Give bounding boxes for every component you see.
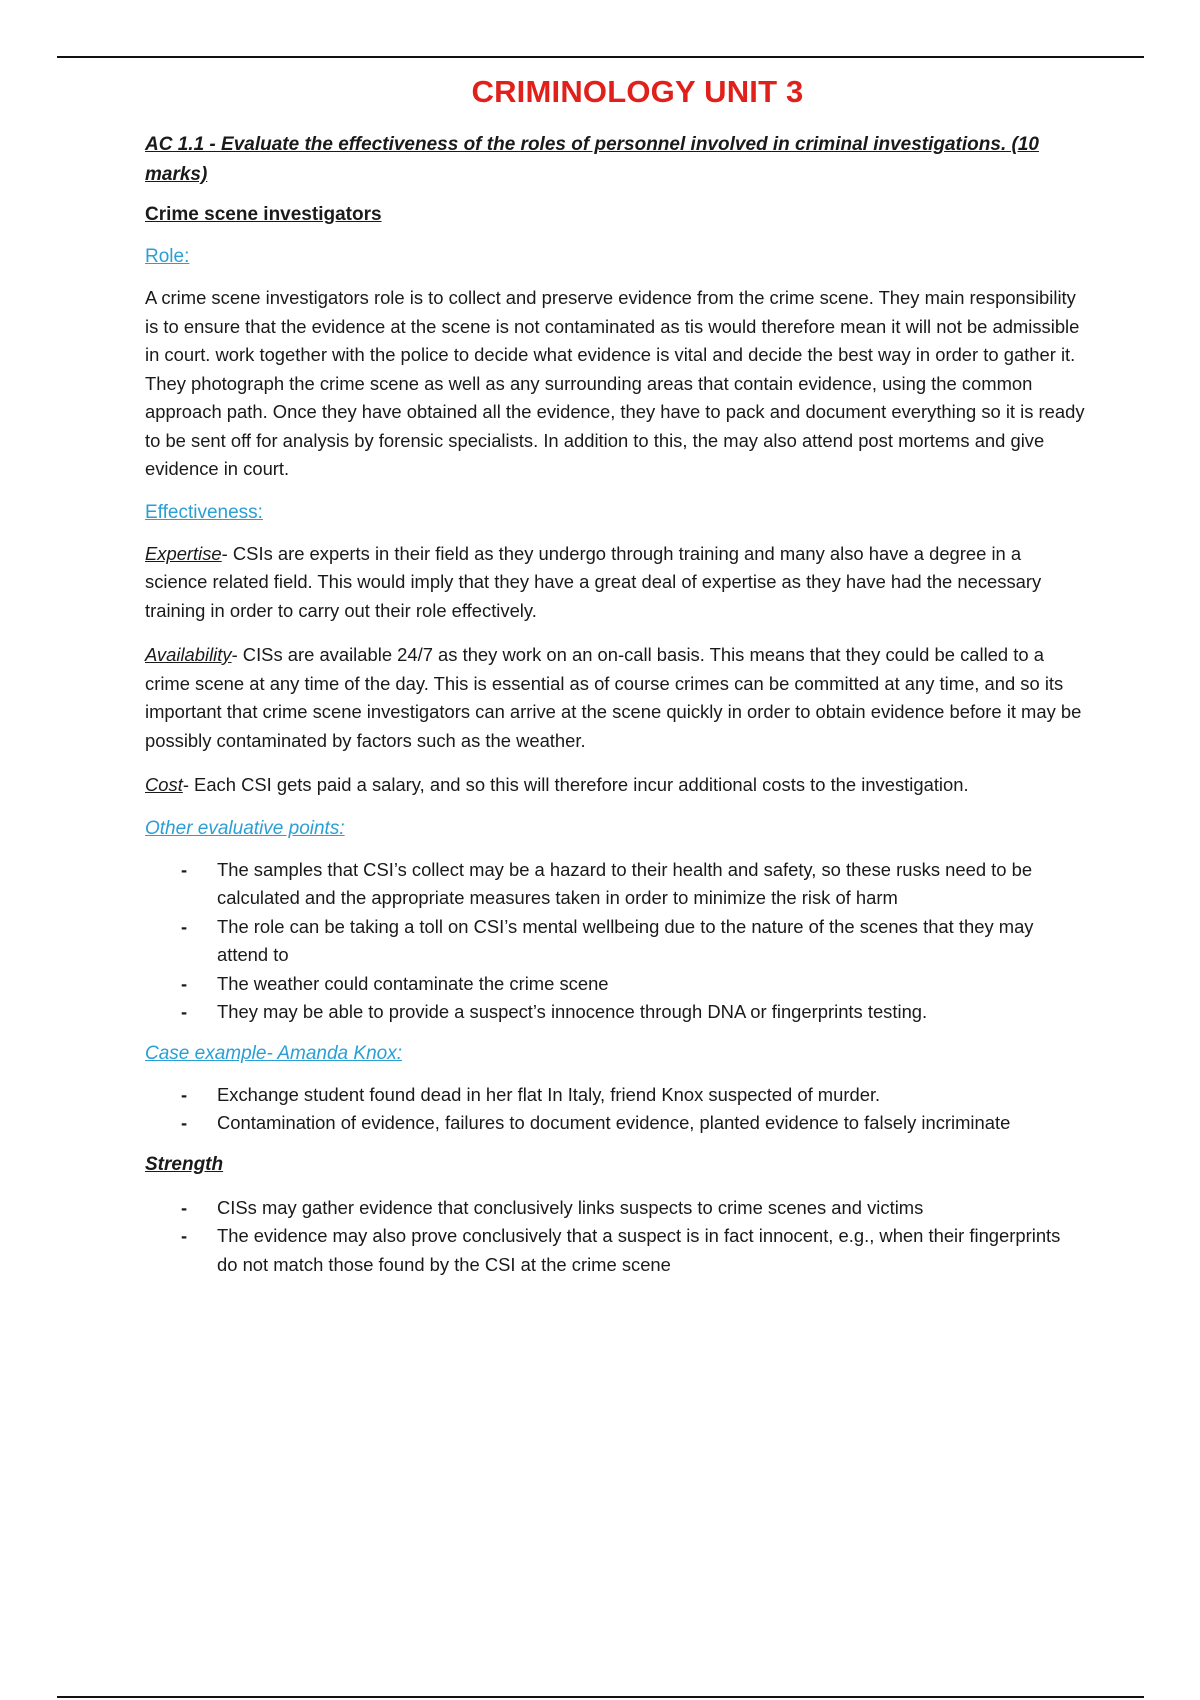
list-item-text: The weather could contaminate the crime scene bbox=[217, 972, 609, 994]
bullet-dash: - bbox=[181, 858, 188, 880]
list-item-text: The evidence may also prove conclusively that a suspect is in fact innocent, e.g., when their fingerprints do not match those found by the CSI at the crime scene bbox=[217, 1225, 1061, 1275]
list-item bbox=[145, 998, 1085, 1027]
list-item bbox=[145, 1081, 1085, 1110]
list-item-text: They may be able to provide a suspect’s innocence through DNA or fingerprints testing. bbox=[217, 1001, 928, 1022]
bullet-dash: - bbox=[181, 1196, 188, 1218]
strength-heading: Strength bbox=[145, 1153, 224, 1175]
role-heading: Role: bbox=[145, 246, 190, 267]
case-example-list bbox=[145, 1081, 1085, 1138]
list-item bbox=[145, 970, 1085, 999]
other-points-list bbox=[145, 856, 1085, 1027]
case-example-heading: Case example- Amanda Knox: bbox=[145, 1042, 402, 1064]
strength-list bbox=[145, 1194, 1085, 1280]
point-lead: Expertise bbox=[145, 542, 222, 564]
list-item bbox=[145, 1194, 1085, 1223]
point-text: - Each CSI gets paid a salary, and so this will therefore incur additional costs to the investigation. bbox=[182, 774, 969, 795]
bullet-dash: - bbox=[181, 1083, 188, 1105]
effectiveness-heading: Effectiveness: bbox=[145, 501, 263, 523]
top-rule bbox=[57, 56, 1144, 58]
list-item bbox=[145, 1109, 1085, 1138]
effectiveness-point bbox=[145, 771, 1085, 800]
effectiveness-point bbox=[145, 641, 1085, 755]
bullet-dash: - bbox=[181, 972, 188, 994]
other-points-heading: Other evaluative points: bbox=[145, 817, 345, 839]
list-item-text: Contamination of evidence, failures to document evidence, planted evidence to falsely incriminate bbox=[217, 1112, 1011, 1133]
list-item-text: The samples that CSI’s collect may be a hazard to their health and safety, so these rusks need to be calculated and the appropriate measures taken in order to minimize the risk of harm bbox=[217, 858, 1033, 908]
bottom-rule bbox=[57, 1696, 1144, 1698]
point-text: - CSIs are experts in their field as they undergo through training and many also have a degree in a science related field. This would imply that they have a great deal of expertise as they have had the necessary training in order to carry out their role effectively. bbox=[145, 542, 1042, 621]
list-item bbox=[145, 856, 1085, 913]
document-body bbox=[145, 74, 1085, 1293]
list-item bbox=[145, 1222, 1085, 1279]
page-title: CRIMINOLOGY UNIT 3 bbox=[471, 74, 804, 109]
bullet-dash: - bbox=[181, 1225, 188, 1246]
point-lead: Cost bbox=[145, 774, 183, 795]
list-item bbox=[145, 913, 1085, 970]
bullet-dash: - bbox=[181, 915, 188, 937]
point-text: - CISs are available 24/7 as they work on an on-call basis. This means that they could be called to a crime scene at any time of the day. This is essential as of course crimes can be committed at any time, and so its important that crime scene investigators can arrive at the scene quickly in order to obtain evidence before it may be possibly contaminated by factors such as the weather. bbox=[145, 644, 1082, 751]
point-lead: Availability bbox=[145, 644, 232, 665]
bullet-dash: - bbox=[181, 1001, 188, 1022]
section-heading: Crime scene investigators bbox=[145, 204, 382, 225]
list-item-text: The role can be taking a toll on CSI’s mental wellbeing due to the nature of the scenes that they may attend to bbox=[217, 915, 1034, 965]
bullet-dash: - bbox=[181, 1112, 188, 1133]
list-item-text: CISs may gather evidence that conclusively links suspects to crime scenes and victims bbox=[217, 1196, 924, 1218]
effectiveness-point bbox=[145, 540, 1085, 626]
list-item-text: Exchange student found dead in her flat In Italy, friend Knox suspected of murder. bbox=[217, 1083, 881, 1105]
role-paragraph: A crime scene investigators role is to collect and preserve evidence from the crime scene. They main responsibility is to ensure that the evidence at the scene is not contaminated as tis would therefore mean it will not be admissible in court. work together with the police to decide what evidence is vital and decide the best way in order to gather it. They photograph the crime scene as well as any surrounding areas that contain evidence, using the common approach path. Once they have obtained all the evidence, they have to pack and document everything so it is ready to be sent off for analysis by forensic specialists. In addition to this, the may also attend post mortems and give evidence in court. bbox=[145, 287, 1085, 479]
question-heading: AC 1.1 - Evaluate the effectiveness of the roles of personnel involved in criminal investigations. (10 marks) bbox=[145, 134, 1039, 185]
